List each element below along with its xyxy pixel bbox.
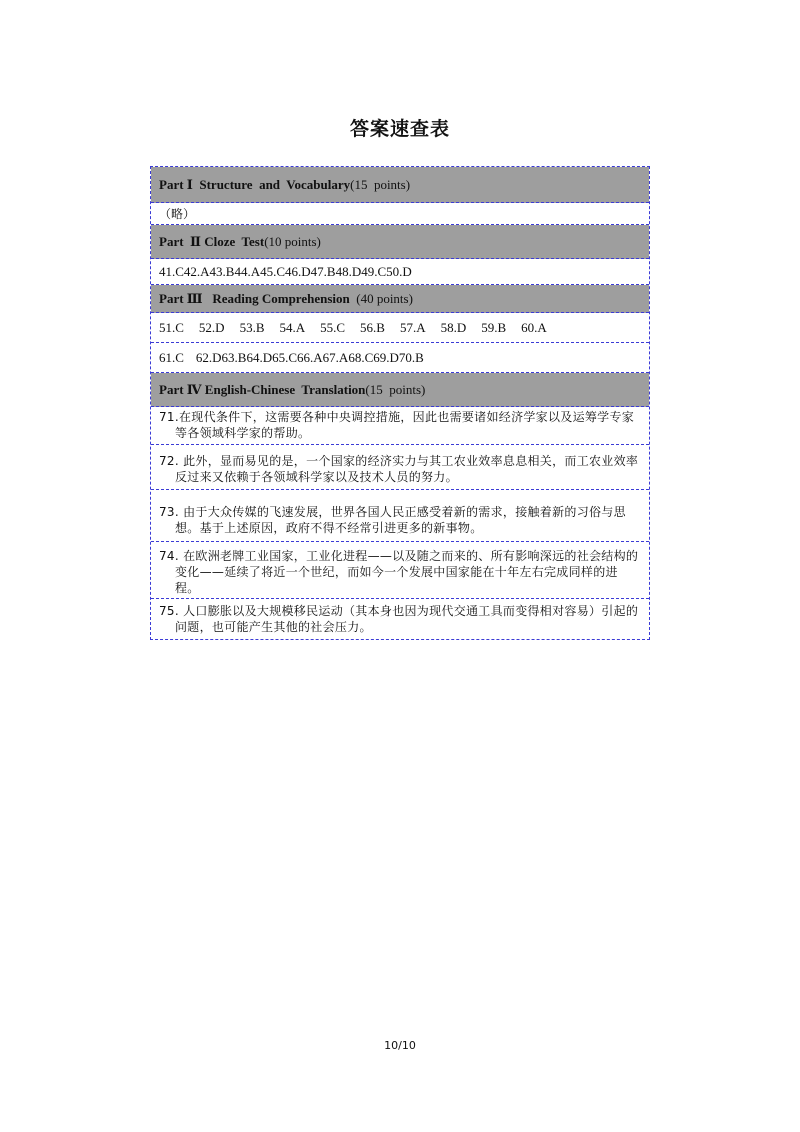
translation-text: 73. 由于大众传媒的飞速发展，世界各国人民正感受着新的需求，接触着新的习俗与思想。基于上述原因，政府不得不经常引进更多的新事物。 [159, 505, 626, 535]
part2-header-label: Part Ⅱ Cloze Test [159, 233, 265, 249]
translation-text: 75. 人口膨胀以及大规模移民运动（其本身也因为现代交通工具而变得相对容易）引起的问题，也可能产生其他的社会压力。 [159, 604, 639, 634]
page-number: 10/10 [384, 1039, 416, 1052]
part1-answers: （略） [159, 206, 196, 221]
part2-answers: 41.C42.A43.B44.A45.C46.D47.B48.D49.C50.D [159, 263, 412, 279]
translation-item-73 [151, 490, 649, 542]
answer-item: 60.A [521, 319, 547, 335]
part4-header [151, 373, 649, 407]
translation-text: 74. 在欧洲老牌工业国家，工业化进程——以及随之而来的、所有影响深远的社会结构的变化——延续了将近一个世纪，而如今一个发展中国家能在十年左右完成同样的进程。 [159, 549, 639, 595]
answer-item: 55.C [320, 319, 346, 335]
answer-item: 52.D [198, 319, 225, 335]
answer-item: 57.A [399, 319, 426, 335]
part1-header-label: Part Ⅰ Structure and Vocabulary [159, 176, 351, 192]
part2-content [151, 259, 649, 285]
part3-answers-line2 [151, 343, 649, 373]
translation-item-74 [151, 542, 649, 599]
part2-header-points: (10 points) [264, 233, 321, 249]
page-title: 答案速查表 [349, 118, 450, 140]
answer-table [150, 166, 650, 640]
translation-item-72 [151, 445, 649, 490]
answer-item: 61.C [159, 349, 184, 365]
part3-answers-line1 [151, 313, 649, 343]
part3-header [151, 285, 649, 313]
answer-item: 56.B [360, 319, 385, 335]
part4-header-points: (15 points) [365, 381, 426, 397]
answer-item: 58.D [440, 319, 467, 335]
part2-header [151, 225, 649, 259]
part4-header-label: Part Ⅳ English-Chinese Translation [159, 381, 366, 397]
translation-text: 72. 此外，显而易见的是，一个国家的经济实力与其工农业效率息息相关，而工农业效率反过来又依赖于各领域科学家以及技术人员的努力。 [159, 454, 639, 484]
answer-item: 59.B [481, 319, 507, 335]
translation-item-71 [151, 407, 649, 445]
answer-item: 51.C [159, 319, 184, 335]
part3-header-label: Part Ⅲ Reading Comprehension [159, 290, 350, 306]
answer-item: 54.A [279, 319, 306, 335]
part1-header-points: (15 points) [350, 176, 411, 192]
translation-item-75 [151, 599, 649, 639]
part1-header [151, 167, 649, 203]
answer-item-run: 62.D63.B64.D65.C66.A67.A68.C69.D70.B [195, 349, 424, 365]
translation-text: 71.在现代条件下，这需要各种中央调控措施，因此也需要诸如经济学家以及运筹学专家等各领域科学家的帮助。 [159, 410, 635, 440]
part1-content [151, 203, 649, 225]
part3-header-points: (40 points) [349, 290, 413, 306]
answer-item: 53.B [239, 319, 265, 335]
